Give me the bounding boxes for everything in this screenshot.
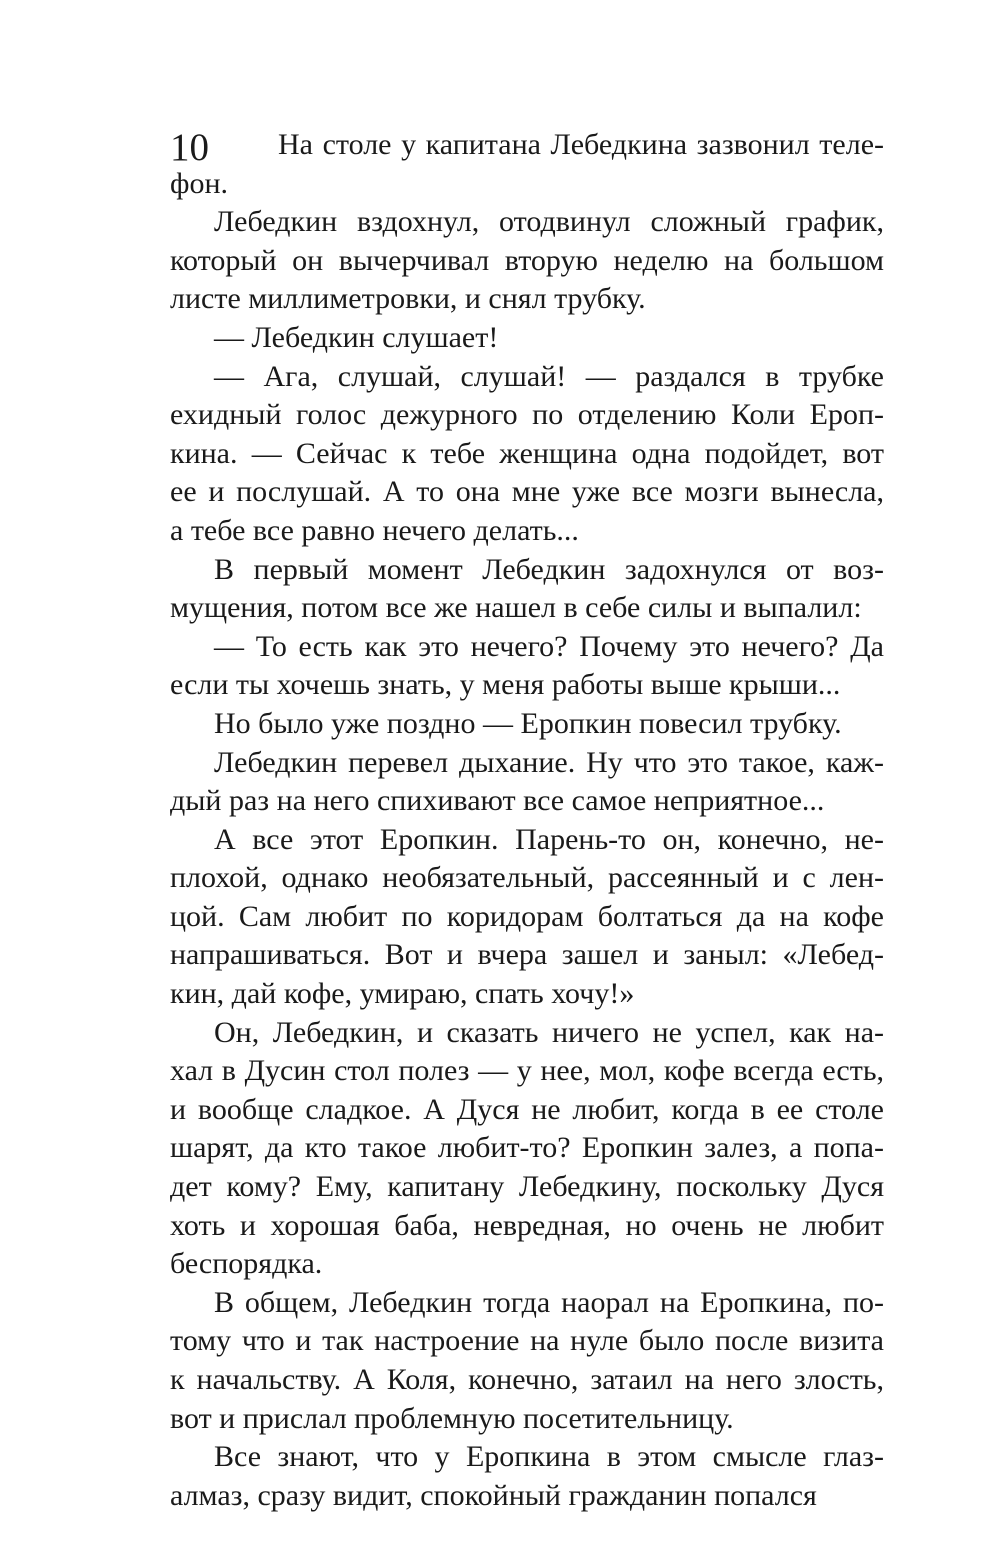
paragraph [170, 821, 884, 1014]
text-line: Лебедкин вздохнул, отодвинул сложный график, [214, 205, 884, 239]
text-line: а тебе все равно нечего делать... [170, 513, 579, 547]
text-line: дый раз на него спихивают все самое неприятное... [170, 784, 825, 818]
text-line: тому что и так настроение на нуле было после визита [170, 1324, 884, 1358]
text-line: если ты хочешь знать, у меня работы выше крыши... [170, 668, 841, 702]
text-line: плохой, однако необязательный, рассеянный и с лен- [170, 861, 884, 895]
text-line: и вообще сладкое. А Дуся не любит, когда в ее столе [170, 1092, 884, 1126]
text-line: кин, дай кофе, умираю, спать хочу!» [170, 977, 635, 1011]
body-text [170, 126, 884, 1515]
paragraph [170, 744, 884, 821]
paragraph [170, 1014, 884, 1284]
text-line: Лебедкин перевел дыхание. Ну что это такое, каж- [214, 745, 884, 779]
text-line: листе миллиметровки, и снял трубку. [170, 282, 646, 316]
text-line: — Ага, слушай, слушай! — раздался в трубке [214, 359, 884, 393]
text-line: вот и прислал проблемную посетительницу. [170, 1401, 734, 1435]
text-line: На столе у капитана Лебедкина зазвонил теле- [278, 128, 884, 161]
text-line: А все этот Еропкин. Парень-то он, конечно, не- [214, 822, 884, 856]
paragraph [170, 705, 884, 744]
text-line: к начальству. А Коля, конечно, затаил на него злость, [170, 1363, 884, 1396]
text-line: который он вычерчивал вторую неделю на большом [170, 243, 884, 277]
text-line: В первый момент Лебедкин задохнулся от воз- [214, 552, 884, 586]
text-line: ехидный голос дежурного по отделению Коли Ероп- [170, 398, 884, 432]
text-line: — То есть как это нечего? Почему это нечего? Да [214, 629, 884, 663]
paragraph [170, 203, 884, 319]
text-line: Он, Лебедкин, и сказать ничего не успел, как на- [214, 1015, 884, 1049]
text-line: Все знают, что у Еропкина в этом смысле глаз- [214, 1440, 884, 1474]
text-line: фон. [170, 166, 228, 200]
text-line: ее и послушай. А то она мне уже все мозги вынесла, [170, 475, 884, 509]
text-line: дет кому? Ему, капитану Лебедкину, поскольку Дуся [170, 1170, 884, 1204]
text-line: — Лебедкин слушает! [214, 320, 499, 354]
text-line: беспорядка. [170, 1247, 323, 1281]
paragraph [170, 628, 884, 705]
paragraph [170, 551, 884, 628]
paragraph [170, 126, 884, 203]
paragraph [170, 358, 884, 551]
text-line: В общем, Лебедкин тогда наорал на Еропкина, по- [214, 1285, 884, 1319]
text-line: хал в Дусин стол полез — у нее, мол, кофе всегда есть, [170, 1054, 884, 1088]
paragraph [170, 1284, 884, 1438]
text-line: алмаз, сразу видит, спокойный гражданин попался [170, 1478, 817, 1512]
page-number: 10 [170, 126, 209, 169]
text-line: хоть и хорошая баба, невредная, но очень не любит [170, 1208, 884, 1242]
text-line: мущения, потом все же нашел в себе силы и выпалил: [170, 591, 862, 625]
text-line: напрашиваться. Вот и вчера зашел и заныл: «Лебед- [170, 938, 884, 972]
text-line: Но было уже поздно — Еропкин повесил трубку. [214, 706, 842, 740]
paragraph [170, 1438, 884, 1515]
text-line: шарят, да кто такое любит-то? Еропкин залез, а попа- [170, 1131, 884, 1165]
paragraph [170, 319, 884, 358]
text-line: цой. Сам любит по коридорам болтаться да на кофе [170, 899, 884, 933]
text-line: кина. — Сейчас к тебе женщина одна подойдет, вот [170, 436, 884, 470]
